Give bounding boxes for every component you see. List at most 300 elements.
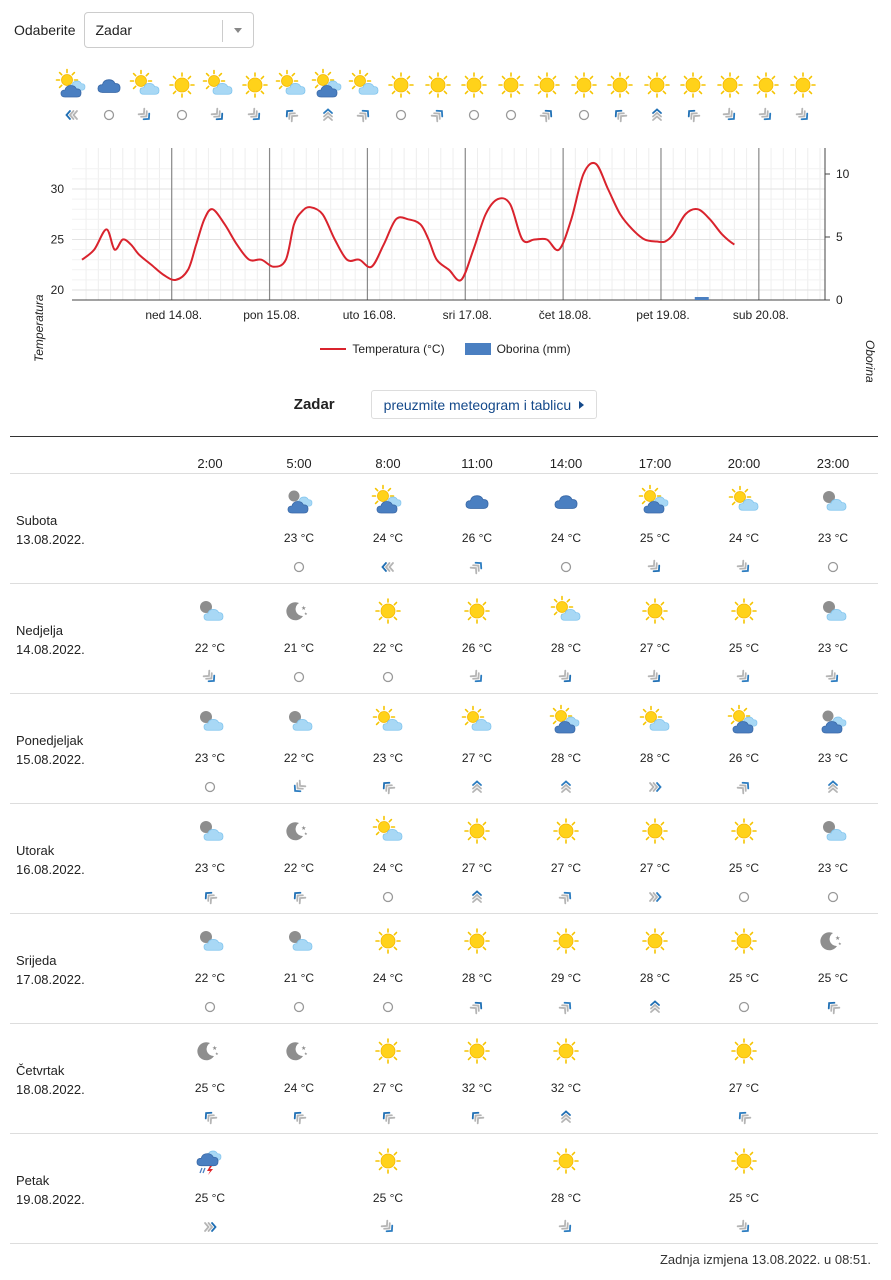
strip-weather-icon: [276, 70, 306, 100]
weather-icon: [551, 1036, 581, 1066]
forecast-cell: [348, 474, 428, 584]
wind-icon: [289, 889, 309, 905]
temperature-value: 27 °C: [639, 861, 671, 875]
forecast-cell: [259, 1024, 339, 1134]
temperature-value: 25 °C: [728, 861, 760, 875]
legend-label-temperature: Temperatura (°C): [352, 342, 445, 356]
strip-weather-icon: [386, 70, 416, 100]
forecast-cell: [437, 474, 517, 584]
forecast-cell: [526, 1024, 606, 1134]
forecast-cell: [348, 1134, 428, 1244]
weather-icon: [462, 816, 492, 846]
weather-icon: [462, 706, 492, 736]
forecast-cell: [170, 584, 250, 694]
temperature-value: 25 °C: [728, 1191, 760, 1205]
weather-icon: [640, 596, 670, 626]
forecast-cell: [704, 914, 784, 1024]
strip-wind-icon: [318, 107, 338, 123]
temperature-value: 22 °C: [283, 751, 315, 765]
y2-tick-label: 0: [836, 293, 843, 307]
strip-wind-icon: [281, 107, 301, 123]
temperature-value: 26 °C: [728, 751, 760, 765]
download-meteogram-button[interactable]: [371, 390, 598, 419]
weather-icon: [640, 816, 670, 846]
wind-icon: [289, 999, 309, 1015]
wind-icon: [823, 669, 843, 685]
forecast-cell: [170, 694, 250, 804]
temperature-value: 23 °C: [817, 751, 849, 765]
forecast-cell: [615, 694, 695, 804]
select-separator: [222, 20, 223, 42]
wind-icon: [378, 779, 398, 795]
forecast-cell: [259, 584, 339, 694]
precip-bars: [695, 297, 709, 300]
temperature-value: 27 °C: [550, 861, 582, 875]
wind-icon: [200, 779, 220, 795]
weather-icon: [640, 486, 670, 516]
weather-icon: [551, 1146, 581, 1176]
forecast-cell: [704, 804, 784, 914]
wind-icon: [378, 1109, 398, 1125]
strip-weather-icon: [423, 70, 453, 100]
wind-icon: [200, 1109, 220, 1125]
temperature-value: 29 °C: [550, 971, 582, 985]
strip-weather-icon: [240, 70, 270, 100]
table-row: [10, 1134, 878, 1244]
weather-icon: [818, 926, 848, 956]
weather-icon: [729, 486, 759, 516]
weather-icon: [818, 596, 848, 626]
legend-item-temperature[interactable]: [320, 342, 444, 356]
wind-icon: [734, 889, 754, 905]
forecast-cell: [526, 914, 606, 1024]
strip-weather-icon: [788, 70, 818, 100]
wind-icon: [200, 999, 220, 1015]
weather-icon: [551, 706, 581, 736]
hour-header: 2:00: [197, 456, 223, 471]
wind-icon: [734, 669, 754, 685]
hour-header: 23:00: [816, 456, 850, 471]
wind-icon: [734, 999, 754, 1015]
strip-wind-icon: [610, 107, 630, 123]
strip-weather-icon: [167, 70, 197, 100]
temperature-value: 25 °C: [639, 531, 671, 545]
forecast-cell: [170, 804, 250, 914]
weather-icon: [284, 706, 314, 736]
temperature-value: 24 °C: [372, 971, 404, 985]
temperature-value: 32 °C: [461, 1081, 493, 1095]
temperature-value: 25 °C: [194, 1081, 226, 1095]
forecast-cell: [615, 804, 695, 914]
strip-wind-icon: [354, 107, 374, 123]
precip-bar: [695, 297, 709, 300]
temperature-value: 25 °C: [728, 641, 760, 655]
forecast-cell: [348, 804, 428, 914]
download-button-label: preuzmite meteogram i tablicu: [383, 396, 572, 413]
day-name: Subota: [16, 513, 58, 528]
day-label: [16, 951, 85, 989]
temperature-value: 22 °C: [372, 641, 404, 655]
y-tick-label: 20: [50, 283, 64, 297]
legend-label-precipitation: Oborina (mm): [496, 342, 571, 356]
wind-icon: [734, 559, 754, 575]
temperature-value: 24 °C: [550, 531, 582, 545]
x-tick-label: pon 15.08.: [243, 308, 300, 322]
legend-item-precipitation[interactable]: [465, 342, 571, 356]
wind-icon: [289, 779, 309, 795]
temperature-value: 23 °C: [194, 751, 226, 765]
wind-icon: [556, 889, 576, 905]
strip-weather-icon: [130, 70, 160, 100]
strip-wind-icon: [428, 107, 448, 123]
day-date: 16.08.2022.: [16, 862, 85, 877]
x-tick-label: sub 20.08.: [732, 308, 789, 322]
wind-icon: [645, 889, 665, 905]
strip-wind-icon: [574, 107, 594, 123]
strip-wind-icon: [501, 107, 521, 123]
weather-icon: [818, 816, 848, 846]
day-name: Četvrtak: [16, 1063, 65, 1078]
x-tick-label: sri 17.08.: [442, 308, 492, 322]
forecast-cell: [259, 694, 339, 804]
forecast-cell: [437, 694, 517, 804]
weather-icon: [373, 926, 403, 956]
wind-icon: [378, 889, 398, 905]
weather-icon: [373, 1036, 403, 1066]
forecast-cell: [348, 914, 428, 1024]
forecast-table: [10, 436, 878, 1244]
temperature-value: 32 °C: [550, 1081, 582, 1095]
wind-icon: [200, 1219, 220, 1235]
strip-wind-icon: [647, 107, 667, 123]
weather-icon: [284, 596, 314, 626]
svg-text:★: ★: [304, 831, 308, 836]
table-row: [10, 1024, 878, 1134]
wind-icon: [378, 669, 398, 685]
strip-wind-icon: [62, 107, 82, 123]
svg-text:★: ★: [304, 611, 308, 616]
strip-weather-icon: [751, 70, 781, 100]
temperature-value: 23 °C: [817, 531, 849, 545]
weather-icon: [284, 816, 314, 846]
strip-wind-icon: [464, 107, 484, 123]
y2-axis-label: Oborina: [863, 340, 877, 383]
table-row: [10, 804, 878, 914]
x-tick-label: uto 16.08.: [342, 308, 397, 322]
table-row: [10, 914, 878, 1024]
city-selector-bar: [14, 12, 254, 48]
forecast-cell: [259, 914, 339, 1024]
forecast-cell: [437, 914, 517, 1024]
weather-icon: [462, 926, 492, 956]
forecast-cell: [704, 1024, 784, 1134]
chart-legend: [0, 342, 891, 356]
strip-wind-icon: [391, 107, 411, 123]
temperature-value: 28 °C: [461, 971, 493, 985]
weather-icon: [462, 486, 492, 516]
temperature-value: 23 °C: [283, 531, 315, 545]
day-label: [16, 621, 85, 659]
temperature-value: 23 °C: [817, 861, 849, 875]
forecast-cell: [259, 804, 339, 914]
weather-icon: [195, 596, 225, 626]
wind-icon: [734, 1219, 754, 1235]
wind-icon: [823, 999, 843, 1015]
forecast-cell: [348, 694, 428, 804]
temperature-value: 25 °C: [372, 1191, 404, 1205]
hour-header: 14:00: [549, 456, 583, 471]
forecast-cell: [259, 474, 339, 584]
temperature-value: 28 °C: [550, 641, 582, 655]
hour-header: 20:00: [727, 456, 761, 471]
strip-weather-icon: [203, 70, 233, 100]
strip-weather-icon: [496, 70, 526, 100]
weather-icon: [729, 1146, 759, 1176]
weather-icon: [195, 926, 225, 956]
forecast-cell: [615, 474, 695, 584]
temperature-value: 28 °C: [639, 971, 671, 985]
day-date: 17.08.2022.: [16, 972, 85, 987]
day-name: Utorak: [16, 843, 55, 858]
strip-wind-icon: [793, 107, 813, 123]
wind-icon: [823, 559, 843, 575]
table-row: [10, 694, 878, 804]
weather-icon: [462, 1036, 492, 1066]
strip-wind-icon: [537, 107, 557, 123]
caret-right-icon: [579, 401, 584, 409]
svg-text:★: ★: [215, 1051, 219, 1056]
temperature-value: 26 °C: [461, 641, 493, 655]
forecast-cell: [793, 914, 873, 1024]
select-label: Odaberite: [14, 22, 76, 38]
forecast-cell: [793, 804, 873, 914]
strip-wind-icon: [172, 107, 192, 123]
day-label: [16, 731, 85, 769]
wind-icon: [378, 1219, 398, 1235]
hour-header: 11:00: [461, 456, 493, 471]
weather-icon: [373, 596, 403, 626]
wind-icon: [823, 889, 843, 905]
wind-icon: [556, 1109, 576, 1125]
x-tick-label: pet 19.08.: [636, 308, 690, 322]
temperature-value: 24 °C: [372, 531, 404, 545]
weather-icon: [195, 816, 225, 846]
table-row: [10, 474, 878, 584]
wind-icon: [289, 1109, 309, 1125]
strip-weather-icon: [605, 70, 635, 100]
svg-text:★: ★: [301, 606, 307, 612]
weather-icon: [551, 816, 581, 846]
wind-icon: [556, 1219, 576, 1235]
city-select-value: Zadar: [95, 22, 133, 38]
day-date: 19.08.2022.: [16, 1192, 85, 1207]
forecast-cell: [704, 584, 784, 694]
strip-wind-icon: [208, 107, 228, 123]
temperature-value: 21 °C: [283, 971, 315, 985]
wind-icon: [556, 999, 576, 1015]
weather-icon: [551, 596, 581, 626]
legend-line-swatch: [320, 348, 346, 350]
weather-icon: [373, 706, 403, 736]
wind-icon: [467, 669, 487, 685]
weather-icon: [284, 486, 314, 516]
temperature-value: 23 °C: [194, 861, 226, 875]
temperature-value: 28 °C: [550, 1191, 582, 1205]
wind-icon: [823, 779, 843, 795]
location-row: [0, 390, 891, 419]
weather-icon: [284, 926, 314, 956]
day-label: [16, 1061, 85, 1099]
wind-icon: [289, 669, 309, 685]
day-name: Petak: [16, 1173, 50, 1188]
y-tick-label: 30: [50, 182, 64, 196]
weather-icon: [373, 1146, 403, 1176]
legend-box-swatch: [465, 343, 491, 355]
weather-icon: [729, 816, 759, 846]
strip-wind-icon: [245, 107, 265, 123]
weather-icon: [373, 486, 403, 516]
forecast-cell: [793, 474, 873, 584]
forecast-cell: [348, 584, 428, 694]
weather-icon: [640, 706, 670, 736]
temperature-value: 24 °C: [728, 531, 760, 545]
forecast-cell: [526, 804, 606, 914]
forecast-cell: [526, 584, 606, 694]
forecast-cell: [615, 584, 695, 694]
svg-text:★: ★: [838, 941, 842, 946]
temperature-value: 25 °C: [817, 971, 849, 985]
temperature-value: 22 °C: [283, 861, 315, 875]
hour-header: 8:00: [375, 456, 401, 471]
svg-text:★: ★: [212, 1046, 218, 1052]
wind-icon: [289, 559, 309, 575]
wind-icon: [556, 559, 576, 575]
strip-wind-icon: [99, 107, 119, 123]
day-date: 15.08.2022.: [16, 752, 85, 767]
temperature-value: 27 °C: [461, 861, 493, 875]
temperature-value: 25 °C: [194, 1191, 226, 1205]
temperature-value: 26 °C: [461, 531, 493, 545]
weather-icon: [373, 816, 403, 846]
weather-icon: [551, 926, 581, 956]
last-updated-text: Zadnja izmjena 13.08.2022. u 08:51.: [659, 1252, 871, 1267]
forecast-cell: [170, 914, 250, 1024]
wind-icon: [467, 559, 487, 575]
temperature-value: 22 °C: [194, 971, 226, 985]
svg-text:★: ★: [835, 936, 841, 942]
wind-icon: [556, 669, 576, 685]
forecast-cell: [793, 694, 873, 804]
forecast-cell: [526, 474, 606, 584]
wind-icon: [378, 999, 398, 1015]
weather-icon: [729, 706, 759, 736]
weather-icon: [729, 596, 759, 626]
forecast-cell: [170, 1024, 250, 1134]
strip-weather-icon: [569, 70, 599, 100]
table-row: [10, 584, 878, 694]
strip-weather-icon: [642, 70, 672, 100]
weather-icon: [818, 706, 848, 736]
weather-icon: [195, 1146, 225, 1176]
strip-weather-icon: [532, 70, 562, 100]
wind-icon: [645, 999, 665, 1015]
forecast-cell: [793, 584, 873, 694]
y2-tick-label: 10: [836, 167, 850, 181]
day-label: [16, 1171, 85, 1209]
strip-weather-icon: [459, 70, 489, 100]
wind-icon: [734, 779, 754, 795]
day-name: Srijeda: [16, 953, 57, 968]
strip-weather-icon: [57, 70, 87, 100]
wind-icon: [378, 559, 398, 575]
strip-weather-icon: [678, 70, 708, 100]
wind-icon: [467, 889, 487, 905]
weather-icon: [551, 486, 581, 516]
forecast-cell: [437, 584, 517, 694]
temperature-value: 28 °C: [550, 751, 582, 765]
weather-icon: [195, 706, 225, 736]
strip-wind-icon: [683, 107, 703, 123]
temperature-value: 27 °C: [461, 751, 493, 765]
temperature-value: 24 °C: [283, 1081, 315, 1095]
wind-icon: [200, 889, 220, 905]
wind-icon: [734, 1109, 754, 1125]
wind-icon: [467, 999, 487, 1015]
day-date: 18.08.2022.: [16, 1082, 85, 1097]
table-header-row: [10, 437, 878, 474]
city-select[interactable]: [84, 12, 254, 48]
hour-header: 17:00: [638, 456, 672, 471]
temperature-value: 27 °C: [372, 1081, 404, 1095]
weather-icon: [640, 926, 670, 956]
hour-header: 5:00: [286, 456, 312, 471]
svg-text:★: ★: [301, 826, 307, 832]
temperature-value: 27 °C: [639, 641, 671, 655]
wind-icon: [645, 779, 665, 795]
day-name: Ponedjeljak: [16, 733, 84, 748]
strip-wind-icon: [135, 107, 155, 123]
temperature-value: 23 °C: [372, 751, 404, 765]
forecast-cell: [704, 1134, 784, 1244]
forecast-cell: [704, 474, 784, 584]
strip-wind-icon: [720, 107, 740, 123]
day-label: [16, 841, 85, 879]
temperature-value: 27 °C: [728, 1081, 760, 1095]
temperature-value: 23 °C: [817, 641, 849, 655]
temperature-value: 25 °C: [728, 971, 760, 985]
strip-wind-icon: [756, 107, 776, 123]
day-date: 13.08.2022.: [16, 532, 85, 547]
temperature-value: 21 °C: [283, 641, 315, 655]
day-name: Nedjelja: [16, 623, 63, 638]
chevron-down-icon[interactable]: [234, 28, 242, 33]
x-tick-label: ned 14.08.: [145, 308, 203, 322]
day-date: 14.08.2022.: [16, 642, 85, 657]
y2-tick-label: 5: [836, 230, 843, 244]
x-tick-label: čet 18.08.: [538, 308, 592, 322]
forecast-cell: [526, 1134, 606, 1244]
wind-icon: [467, 779, 487, 795]
forecast-cell: [704, 694, 784, 804]
forecast-cell: [437, 804, 517, 914]
wind-icon: [556, 779, 576, 795]
wind-icon: [645, 559, 665, 575]
strip-weather-icon: [715, 70, 745, 100]
wind-icon: [645, 669, 665, 685]
wind-icon: [200, 669, 220, 685]
strip-weather-icon: [349, 70, 379, 100]
forecast-cell: [615, 914, 695, 1024]
